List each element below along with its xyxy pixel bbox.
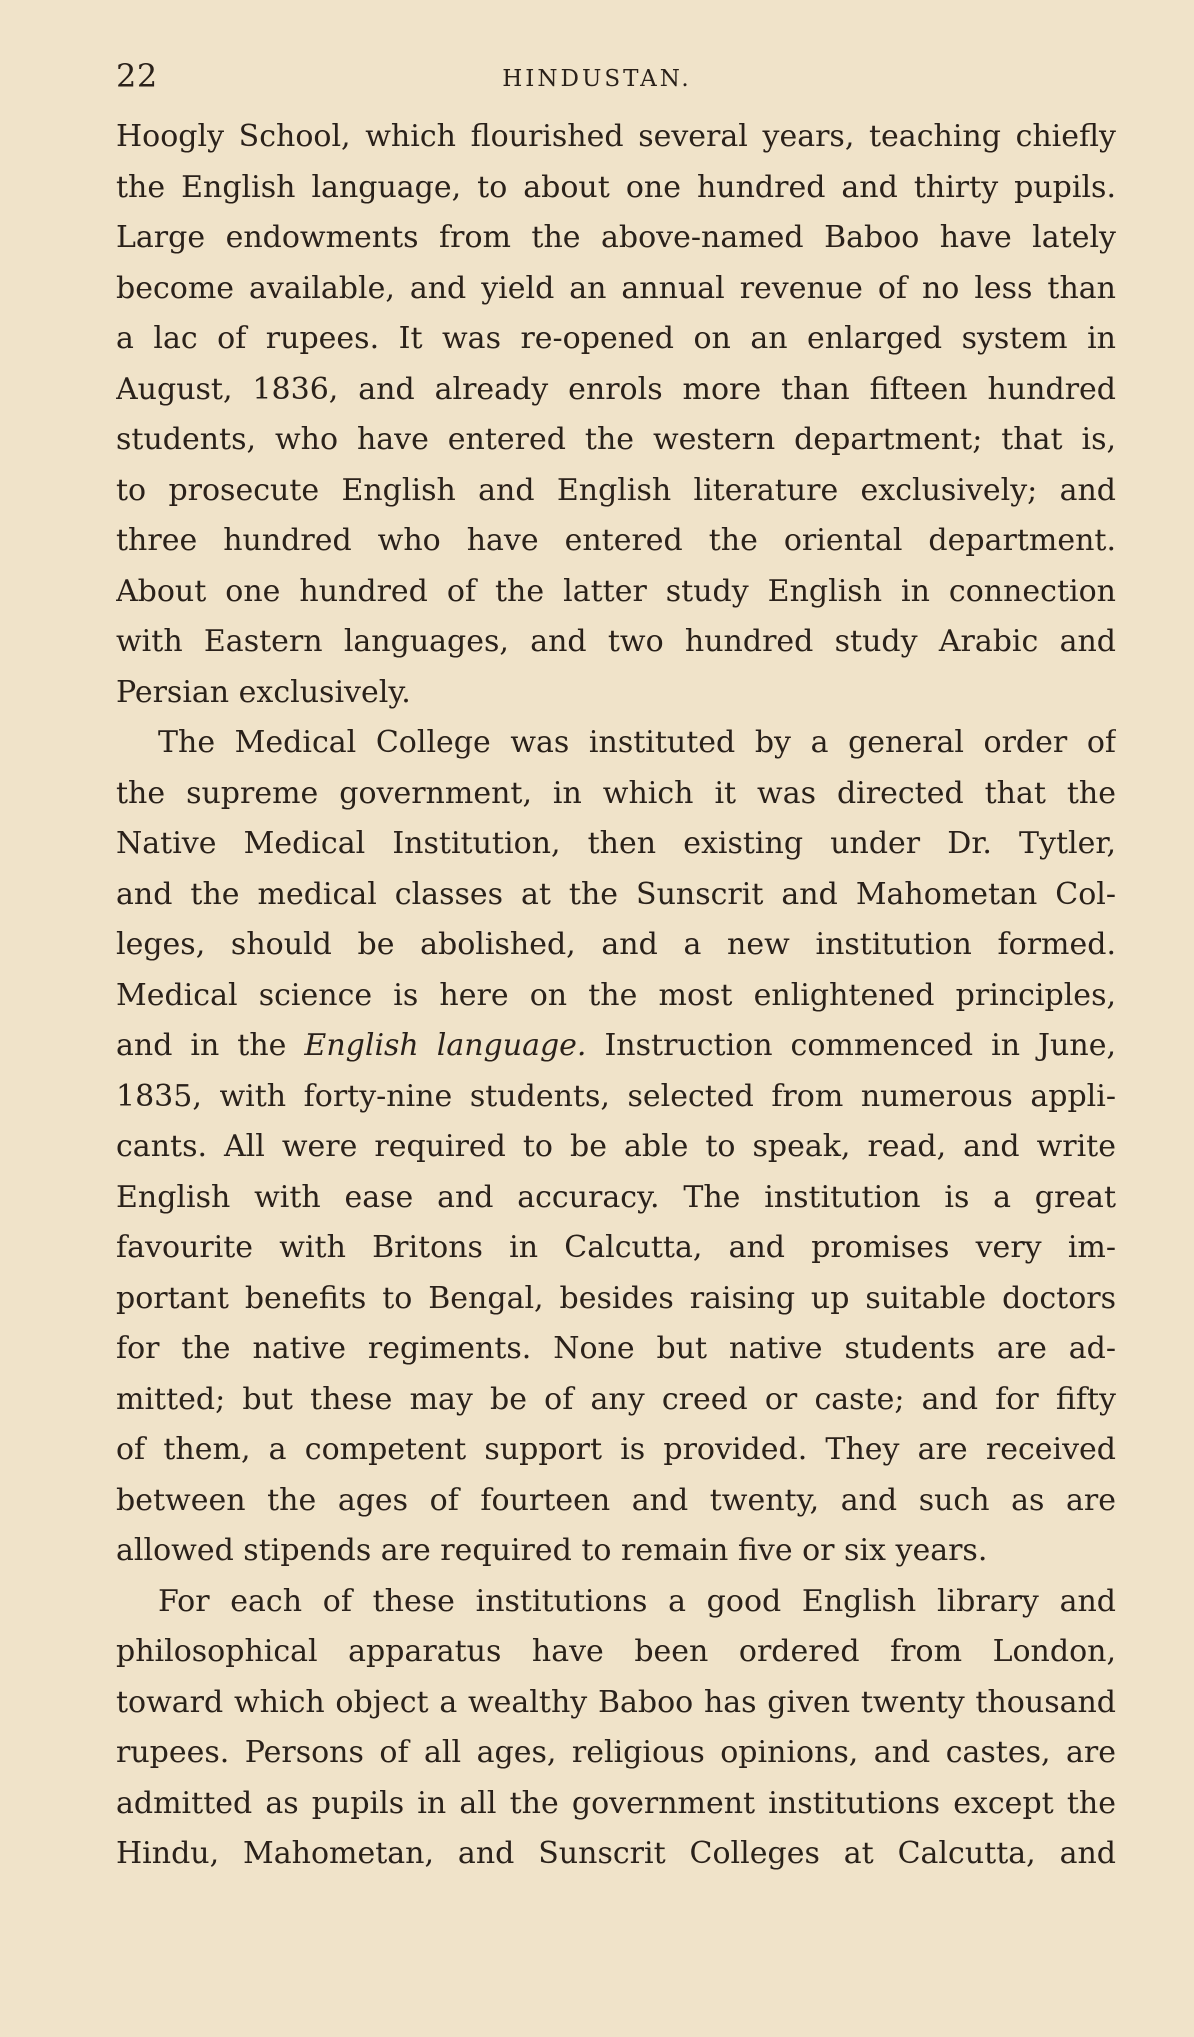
paragraph — [116, 1577, 1116, 1880]
text-line-with-italic — [116, 1021, 1116, 1072]
italic-text-run: English language. — [304, 1028, 587, 1063]
text-line: and the medical classes at the Sunscrit and Mahometan Col- — [116, 876, 1116, 912]
text-line: August, 1836, and already enrols more than fifteen hundred — [116, 371, 1116, 407]
text-line: philosophical apparatus have been ordered from London, — [116, 1634, 1116, 1669]
text-line: mitted; but these may be of any creed or caste; and for fifty — [116, 1381, 1116, 1417]
text-line: admitted as pupils in all the government institutions except the — [116, 1785, 1116, 1821]
text-line: About one hundred of the latter study English in connection — [116, 573, 1116, 609]
text-line: The Medical College was instituted by a general order of — [158, 725, 1116, 760]
text-line: become available, and yield an annual revenue of no less than — [116, 270, 1116, 306]
text-line: students, who have entered the western department; that is, — [116, 422, 1116, 457]
text-line: Persian exclusively. — [116, 674, 411, 710]
text-run: Instruction commenced in June, — [586, 1028, 1116, 1063]
running-title: HINDUSTAN. — [502, 66, 692, 92]
text-line: between the ages of fourteen and twenty, and such as are — [116, 1482, 1116, 1518]
text-line: For each of these institutions a good English library and — [158, 1583, 1116, 1619]
text-line: a lac of rupees. It was re-opened on an enlarged system in — [116, 321, 1116, 356]
text-line: Large endowments from the above-named Baboo have lately — [116, 220, 1116, 255]
text-run: and in the — [116, 1028, 305, 1063]
text-line: Hindu, Mahometan, and Sunscrit Colleges at Calcutta, and — [116, 1836, 1116, 1871]
text-line: rupees. Persons of all ages, religious opinions, and castes, are — [116, 1735, 1116, 1770]
page-number: 22 — [116, 57, 158, 95]
body-text — [116, 112, 1116, 1880]
text-line: favourite with Britons in Calcutta, and promises very im- — [116, 1230, 1116, 1265]
text-line: the English language, to about one hundred and thirty pupils. — [116, 169, 1116, 205]
text-line: cants. All were required to be able to speak, read, and write — [116, 1129, 1116, 1164]
paragraph — [116, 112, 1116, 718]
text-line: the supreme government, in which it was directed that the — [116, 775, 1116, 811]
text-line: three hundred who have entered the oriental department. — [116, 523, 1116, 558]
text-line: Medical science is here on the most enlightened principles, — [116, 977, 1116, 1013]
text-line: allowed stipends are required to remain five or six years. — [116, 1533, 988, 1568]
text-line: toward which object a wealthy Baboo has given twenty thousand — [116, 1684, 1116, 1720]
text-line: 1835, with forty-nine students, selected from numerous appli- — [116, 1078, 1116, 1114]
text-line: for the native regiments. None but native students are ad- — [116, 1331, 1116, 1366]
text-line: with Eastern languages, and two hundred study Arabic and — [116, 624, 1116, 659]
paragraph — [116, 718, 1116, 1577]
text-line: Native Medical Institution, then existing under Dr. Tytler, — [116, 826, 1116, 861]
text-line: English with ease and accuracy. The institution is a great — [116, 1179, 1116, 1215]
text-line: Hoogly School, which flourished several years, teaching chiefly — [116, 119, 1116, 154]
text-line: leges, should be abolished, and a new institution formed. — [116, 927, 1116, 962]
text-line: to prosecute English and English literature exclusively; and — [116, 472, 1116, 508]
text-line: portant benefits to Bengal, besides raising up suitable doctors — [116, 1280, 1116, 1316]
text-line: of them, a competent support is provided. They are received — [116, 1432, 1116, 1467]
